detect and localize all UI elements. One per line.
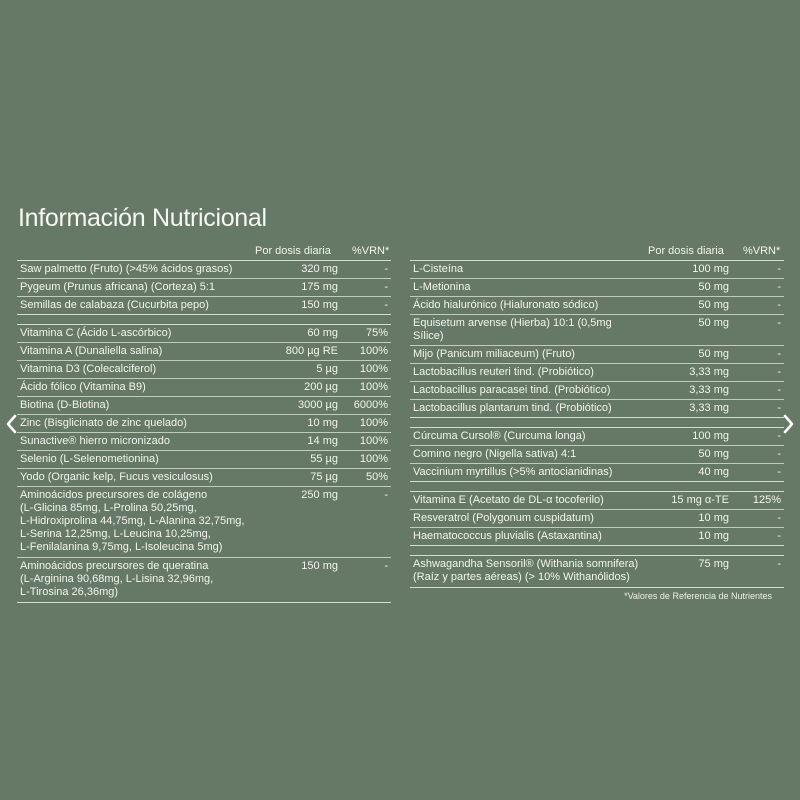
nutrition-table-right [410,244,784,588]
dose-value: 100 mg [692,263,729,275]
nutrient-name: Vitamina D3 (Colecalciferol) [20,363,157,375]
nutrient-name: Ácido hialurónico (Hialuronato sódico) [413,299,599,311]
nutrient-name: Cúrcuma Cursol® (Curcuma longa) [413,430,586,442]
nutrient-name: L-Cisteína [413,263,464,275]
dose-column-header: Por dosis diaria [255,245,331,257]
nutrient-name: Zinc (Bisglicinato de zinc quelado) [20,417,187,429]
nutrient-name: Vaccinium myrtillus (>5% antocianidinas) [413,466,613,478]
table-row [410,261,784,279]
nutrient-name: Semillas de calabaza (Cucurbita pepo) [20,299,209,311]
table-row [410,528,784,545]
table-row [410,315,784,346]
dose-value: 10 mg [698,512,729,524]
nutrient-name: Sunactive® hierro micronizado [20,435,170,447]
nutrient-name: Lactobacillus paracasei tind. (Probiótico) [413,384,611,396]
dose-value: 75 µg [310,471,338,483]
dose-value: 150 mg [301,560,338,572]
table-row [17,451,391,469]
table-row [17,297,391,314]
table-row [17,379,391,397]
dose-value: 3,33 mg [689,384,729,396]
vrn-value: - [384,263,388,275]
table-row [410,428,784,446]
dose-value: 50 mg [698,281,729,293]
nutrient-name: Resveratrol (Polygonum cuspidatum) [413,512,594,524]
table-row [410,297,784,315]
dose-value: 14 mg [307,435,338,447]
dose-value: 50 mg [698,317,729,329]
table-row [17,361,391,379]
vrn-value: - [777,263,781,275]
nutrient-name: Selenio (L-Selenometionina) [20,453,159,465]
table-header [17,244,391,261]
vrn-value: 6000% [353,399,388,411]
nutrient-group [410,427,784,482]
vrn-value: 75% [365,327,388,339]
table-row [410,510,784,528]
vrn-value: - [777,466,781,478]
vrn-column-header: %VRN* [743,245,781,257]
vrn-value: - [777,348,781,360]
table-row [410,346,784,364]
vrn-value: - [777,299,781,311]
table-row [410,364,784,382]
vrn-value: 100% [359,453,388,465]
next-slide-button[interactable] [780,412,796,436]
vrn-value: 100% [359,345,388,357]
nutrient-name: Saw palmetto (Fruto) (>45% ácidos grasos) [20,263,233,275]
dose-value: 50 mg [698,348,729,360]
vrn-value: 100% [359,381,388,393]
dose-value: 800 µg RE [285,345,338,357]
nutrient-name: Comino negro (Nigella sativa) 4:1 [413,448,577,460]
nutrient-group [410,261,784,418]
table-row [17,325,391,343]
vrn-value: - [777,281,781,293]
table-row [17,343,391,361]
chevron-right-icon [780,412,796,436]
nutrient-name: Lactobacillus reuteri tind. (Probiótico) [413,366,594,378]
vrn-value: 100% [359,435,388,447]
vrn-value: 100% [359,363,388,375]
table-row [17,397,391,415]
dose-value: 3,33 mg [689,366,729,378]
vrn-value: - [777,530,781,542]
table-row [17,469,391,487]
table-row [410,556,784,587]
dose-value: 3,33 mg [689,402,729,414]
dose-value: 100 mg [692,430,729,442]
nutrient-group [17,324,391,603]
dose-value: 10 mg [698,530,729,542]
table-row [17,261,391,279]
table-row [17,433,391,451]
nutrition-table-left [17,244,391,603]
nutrient-name: Haematococcus pluvialis (Astaxantina) [413,530,602,542]
dose-column-header: Por dosis diaria [648,245,724,257]
nutrient-group [410,491,784,546]
table-row [17,558,391,602]
dose-value: 40 mg [698,466,729,478]
nutrient-name: L-Metionina [413,281,471,293]
nutrient-name: Vitamina A (Dunaliella salina) [20,345,163,357]
dose-value: 15 mg α-TE [671,494,729,506]
footnote: *Valores de Referencia de Nutrientes [624,591,772,601]
nutrient-name: Equisetum arvense (Hierba) 10:1 (0,5mg Sílice) [413,317,612,342]
dose-value: 250 mg [301,489,338,501]
table-row [410,400,784,417]
chevron-left-icon [4,412,20,436]
page-title: Información Nutricional [18,204,267,232]
nutrient-name: Mijo (Panicum miliaceum) (Fruto) [413,348,575,360]
nutrient-name: Pygeum (Prunus africana) (Corteza) 5:1 [20,281,216,293]
dose-value: 5 µg [316,363,338,375]
vrn-value: - [384,299,388,311]
vrn-value: - [777,402,781,414]
prev-slide-button[interactable] [4,412,20,436]
dose-value: 3000 µg [298,399,338,411]
nutrient-group [17,261,391,315]
table-row [410,446,784,464]
dose-value: 320 mg [301,263,338,275]
nutrient-group [410,555,784,588]
vrn-value: - [777,558,781,570]
nutrient-name: Ashwagandha Sensoril® (Withania somnifera) (Raíz y partes aéreas) (> 10% Withanólidos) [413,558,639,583]
vrn-value: - [384,560,388,572]
dose-value: 175 mg [301,281,338,293]
table-row [410,492,784,510]
vrn-value: 100% [359,417,388,429]
nutrient-name: Aminoácidos precursores de colágeno (L-Glicina 85mg, L-Prolina 50,25mg, L-Hidroxiprolina 44,75mg, L-Alanina 32,75mg, L-Serina 12,25mg, L-Leucina 10,25mg, L-Fenilalanina 9,75mg, L-Isoleucina 5mg) [20,489,245,553]
vrn-value: - [384,281,388,293]
vrn-value: 125% [752,494,781,506]
table-row [410,382,784,400]
dose-value: 55 µg [310,453,338,465]
nutrient-name: Vitamina C (Ácido L-ascórbico) [20,327,172,339]
nutrient-name: Lactobacillus plantarum tind. (Probiótico) [413,402,612,414]
vrn-value: - [777,512,781,524]
dose-value: 50 mg [698,299,729,311]
nutrient-name: Ácido fólico (Vitamina B9) [20,381,146,393]
vrn-value: - [777,366,781,378]
dose-value: 150 mg [301,299,338,311]
vrn-column-header: %VRN* [352,245,390,257]
nutrient-name: Vitamina E (Acetato de DL-α tocoferilo) [413,494,604,506]
nutrient-name: Yodo (Organic kelp, Fucus vesiculosus) [20,471,213,483]
table-row [410,279,784,297]
vrn-value: 50% [365,471,388,483]
vrn-value: - [777,430,781,442]
table-row [17,279,391,297]
dose-value: 50 mg [698,448,729,460]
dose-value: 200 µg [304,381,338,393]
vrn-value: - [777,448,781,460]
vrn-value: - [777,317,781,329]
dose-value: 60 mg [307,327,338,339]
dose-value: 10 mg [307,417,338,429]
table-row [17,487,391,558]
dose-value: 75 mg [698,558,729,570]
table-row [410,464,784,481]
vrn-value: - [384,489,388,501]
vrn-value: - [777,384,781,396]
table-row [17,415,391,433]
table-header [410,244,784,261]
nutrient-name: Biotina (D-Biotina) [20,399,110,411]
nutrient-name: Aminoácidos precursores de queratina (L-Arginina 90,68mg, L-Lisina 32,96mg, L-Tirosina 26,36mg) [20,560,214,598]
